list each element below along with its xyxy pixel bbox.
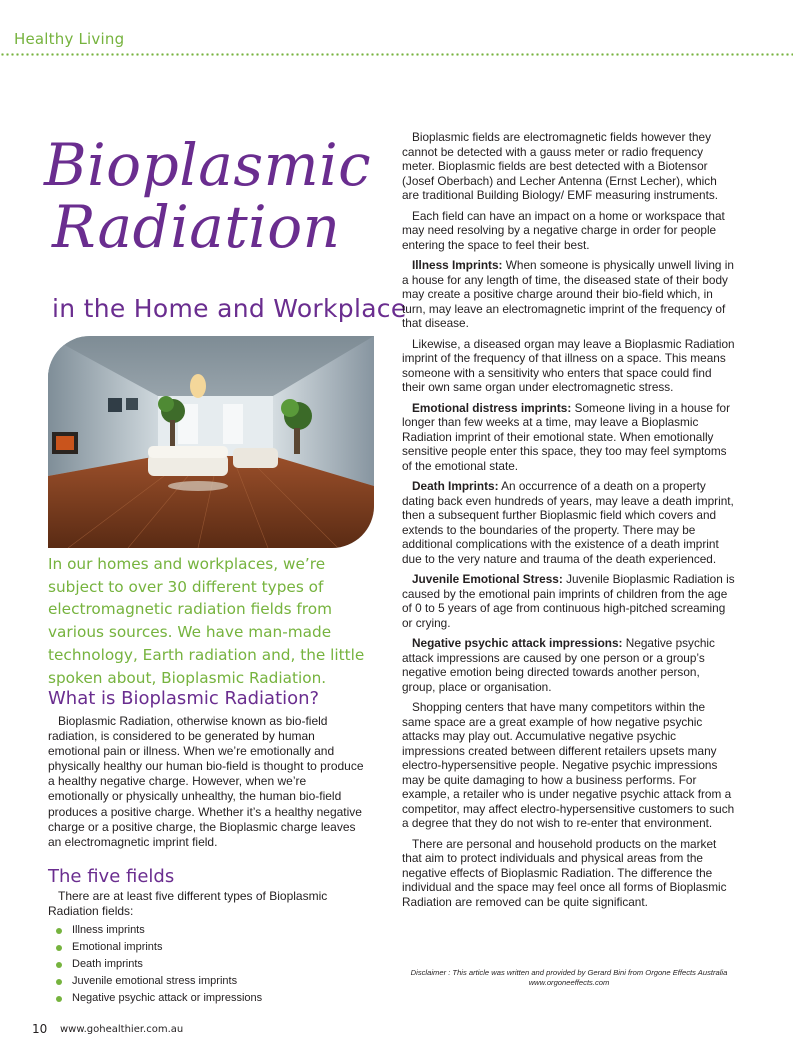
fields-list [56,922,262,1007]
paragraph-products: There are personal and household products on the market that aim to protect individuals and physical areas from the negative effects of Bioplasmic Radiation. The difference the individual and the space may feel once all forms of Bioplasmic Radiation are removed can be quite significant. [402,836,727,909]
text-illness: When someone is physically unwell living in a house for any length of time, the diseased state of their body may create a positive charge around their bio-field which, in turn, may leave an electromagnetic imprint of the frequency of that disease. [402,258,734,330]
article-title [44,131,384,261]
paragraph-shopping: Shopping centers that have many competitors within the same space are a great example of how negative psychic attacks may play out. Accumulative negative psychic impressions created between different retailers upsets many electro-hypersensitive people. Negative psychic impressions may be quite damaging to how a business performs. For example, a retailer who is under negative psychic attack from a competitor, may affect electro-hypersensitive customers to such a degree that they do not wish to re-enter that environment. [402,700,735,830]
living-room-photo [48,336,374,548]
paragraph-death [402,479,736,566]
list-item: Emotional imprints [56,939,262,956]
paragraph-organ: Likewise, a diseased organ may leave a Bioplasmic Radiation imprint of the frequency of that illness on a space. This means someone with a sensitivity who enters that space could find their own same organ under electromagnetic stress. [402,336,735,394]
paragraph-illness [402,258,736,331]
heading-five-fields: The five fields [48,866,175,887]
paragraph-psychic [402,636,736,694]
label-emotional: Emotional distress imprints: [412,400,572,415]
title-line-2: Radiation [52,193,341,261]
section-label: Healthy Living [14,30,125,48]
intro-paragraph: In our homes and workplaces, we’re subject to over 30 different types of electromagnetic radiation fields from various sources. We have man-made technology, Earth radiation and, the little spoken about, Bioplasmic Radiation. [48,555,365,687]
paragraph-emotional [402,401,736,474]
paragraph-juvenile [402,572,736,630]
text-emotional: Someone living in a house for longer than few weeks at a time, may leave a Bioplasmic Radiation imprint of their emotional state. When emotionally sensitive people enter this space, they too may feel symptoms of the emotional state. [402,400,730,473]
paragraph-impact: Each field can have an impact on a home or workspace that may need resolving by a negative charge in order for people entering the space to feel their best. [402,208,725,252]
what-is-paragraph: Bioplasmic Radiation, otherwise known as bio-field radiation, is considered to be generated by human emotional pain or illness. When we’re emotionally and physically healthy our human bio-field is thought to produce a healthy negative charge. However, when we’re emotionally or physically unhealthy, the human bio-field produces a positive charge. Whether it’s a healthy negative charge or a positive charge, the Bioplasmic charge leaves an electromagnetic imprint field. [48,714,364,849]
five-fields-paragraph: There are at least five different types of Bioplasmic Radiation fields: [48,889,328,919]
page-number: 10 [32,1022,48,1036]
label-juvenile: Juvenile Emotional Stress: [412,572,563,586]
label-illness: Illness Imprints: [412,258,503,272]
list-item: Juvenile emotional stress imprints [56,973,262,990]
paragraph-detection: Bioplasmic fields are electromagnetic fields however they cannot be detected with a gauss meter or radio frequency meter. Bioplasmic fields are best detected with a Biotensor (Josef Oberbach) and Lecher Antenna (Ernst Lecher), which are traditional Building Biology/ EMF measuring instruments. [402,130,719,202]
title-line-1: Bioplasmic [44,131,372,199]
dotted-rule [0,53,793,56]
text-psychic: Negative psychic attack impressions are caused by one person or a group’s negative emotion being directed towards another person, group, place or organisation. [402,636,715,694]
list-item: Death imprints [56,956,262,973]
disclaimer: Disclaimer : This article was written and provided by Gerard Bini from Orgone Effects Australia www.orgoneeffects.com [410,968,728,987]
heading-what-is: What is Bioplasmic Radiation? [48,688,320,709]
label-death: Death Imprints: [412,479,499,493]
text-juvenile: Juvenile Bioplasmic Radiation is caused by the emotional pain imprints of children from the age of 0 to 5 years of age from continuous high-pitched screaming or crying. [402,572,735,630]
list-item: Illness imprints [56,922,262,939]
website-link[interactable]: www.gohealthier.com.au [60,1024,184,1035]
label-psychic: Negative psychic attack impressions: [412,636,623,650]
right-column [402,130,736,915]
list-item: Negative psychic attack or impressions [56,990,262,1007]
text-death: An occurrence of a death on a property dating back even hundreds of years, may leave a death imprint, then a subsequent further Bioplasmic field which covers and extends to the boundaries of the property. There may be additional complications with the existence of a death imprint due to the very nature and trauma of the death experienced. [402,479,734,566]
living-room-illustration [48,336,374,548]
article-subtitle: in the Home and Workplace [52,294,407,323]
